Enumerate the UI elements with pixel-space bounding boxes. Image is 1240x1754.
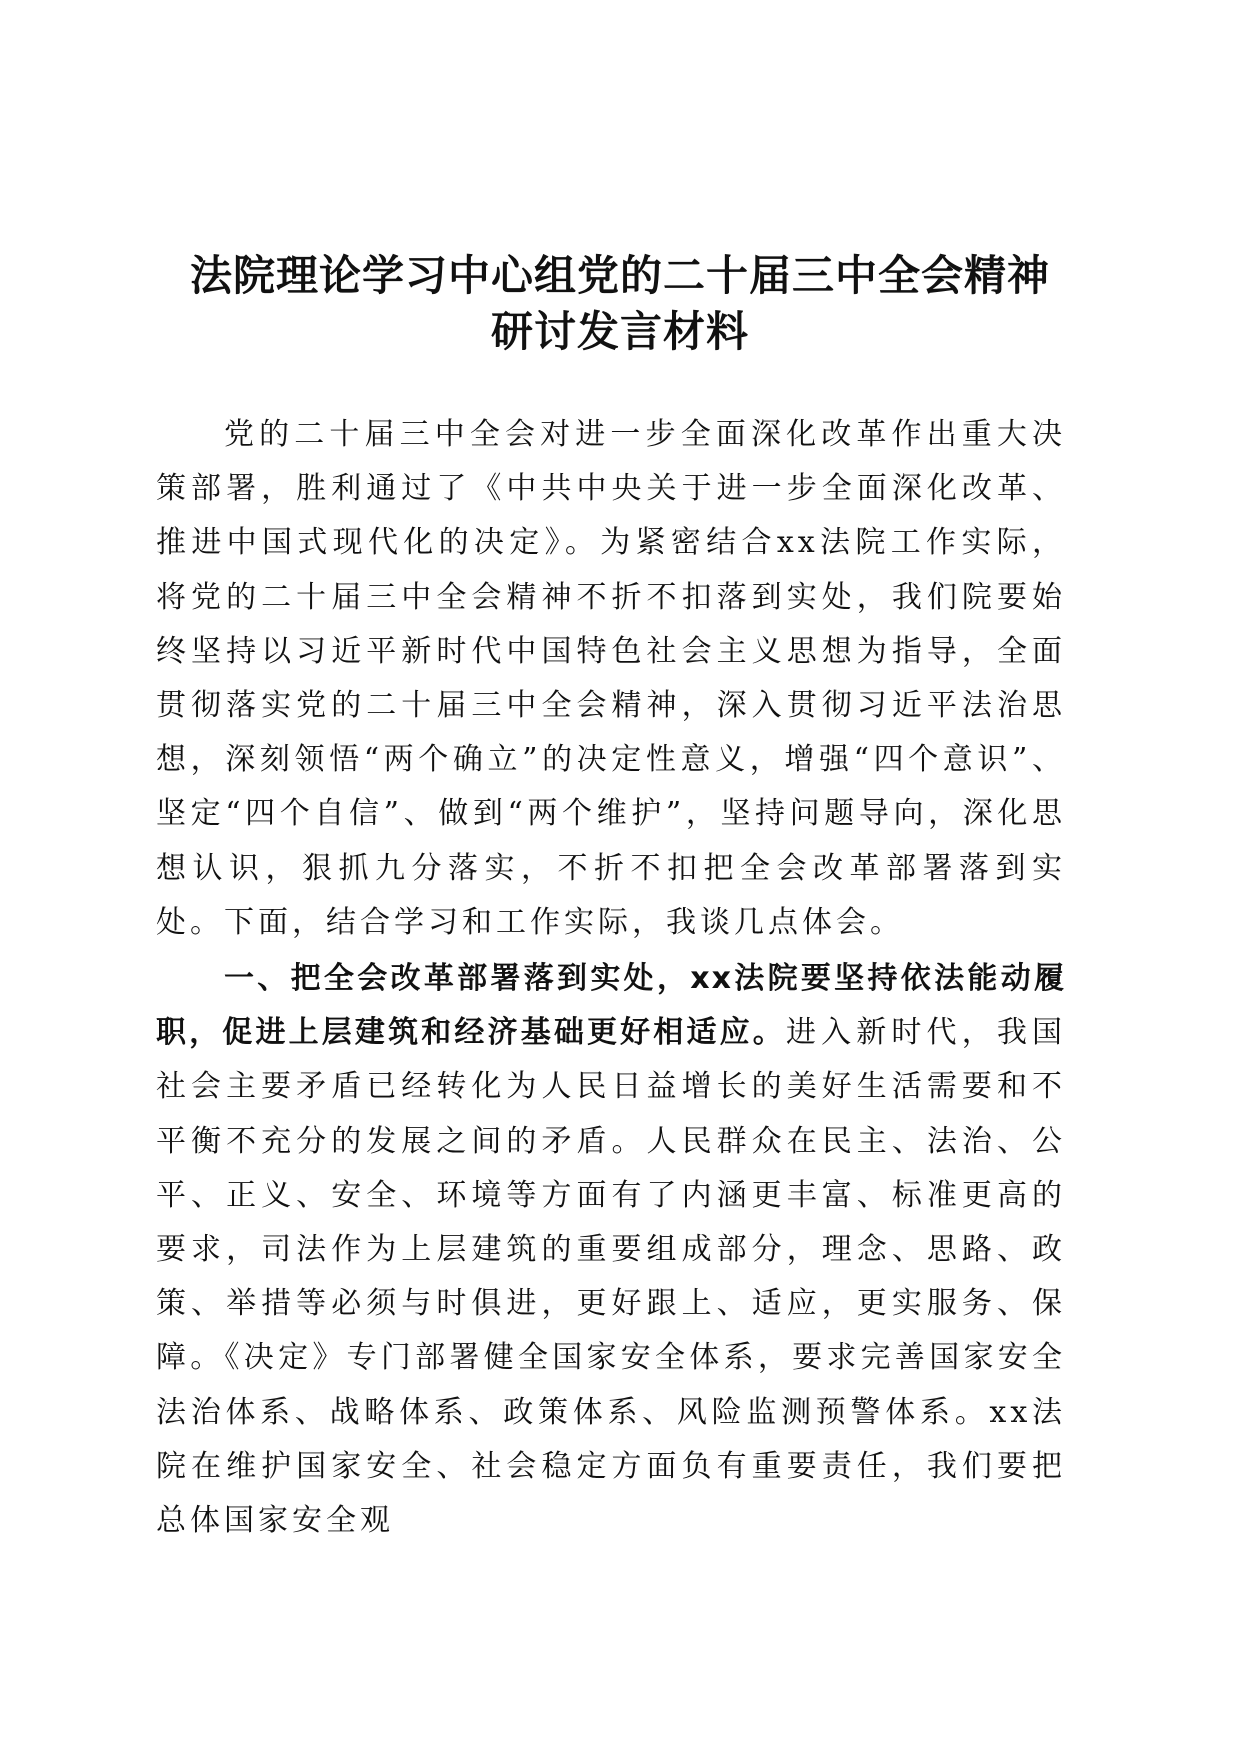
paragraph-section-1 <box>156 952 1066 1548</box>
paragraph-intro <box>156 408 1066 950</box>
paragraph-intro-text: 党的二十届三中全会对进一步全面深化改革作出重大决策部署，胜利通过了《中共中央关于进一步全面深化改革、推进中国式现代化的决定》。为紧密结合xx法院工作实际，将党的二十届三中全会精神不折不扣落到实处，我们院要始终坚持以习近平新时代中国特色社会主义思想为指导，全面贯彻落实党的二十届三中全会精神，深入贯彻习近平法治思想，深刻领悟“两个确立”的决定性意义，增强“四个意识”、坚定“四个自信”、做到“两个维护”，坚持问题导向，深化思想认识，狠抓九分落实，不折不扣把全会改革部署落到实处。下面，结合学习和工作实际，我谈几点体会。 <box>156 417 1066 940</box>
section-1-heading: 一、把全会改革部署落到实处，xx法院要坚持依法能动履职，促进上层建筑和经济基础更好相适应。 <box>156 961 1066 1051</box>
document-body <box>156 408 1066 1548</box>
title-line-1: 法院理论学习中心组党的二十届三中全会精神 <box>189 251 1050 300</box>
title-line-2: 研讨发言材料 <box>490 307 749 356</box>
section-1-text: 进入新时代，我国社会主要矛盾已经转化为人民日益增长的美好生活需要和不平衡不充分的发展之间的矛盾。人民群众在民主、法治、公平、正义、安全、环境等方面有了内涵更丰富、标准更高的要求，司法作为上层建筑的重要组成部分，理念、思路、政策、举措等必须与时俱进，更好跟上、适应，更实服务、保障。《决定》专门部署健全国家安全体系，要求完善国家安全法治体系、战略体系、政策体系、风险监测预警体系。xx法院在维护国家安全、社会稳定方面负有重要责任，我们要把总体国家安全观 <box>156 1015 1067 1539</box>
document-title <box>120 248 1120 360</box>
